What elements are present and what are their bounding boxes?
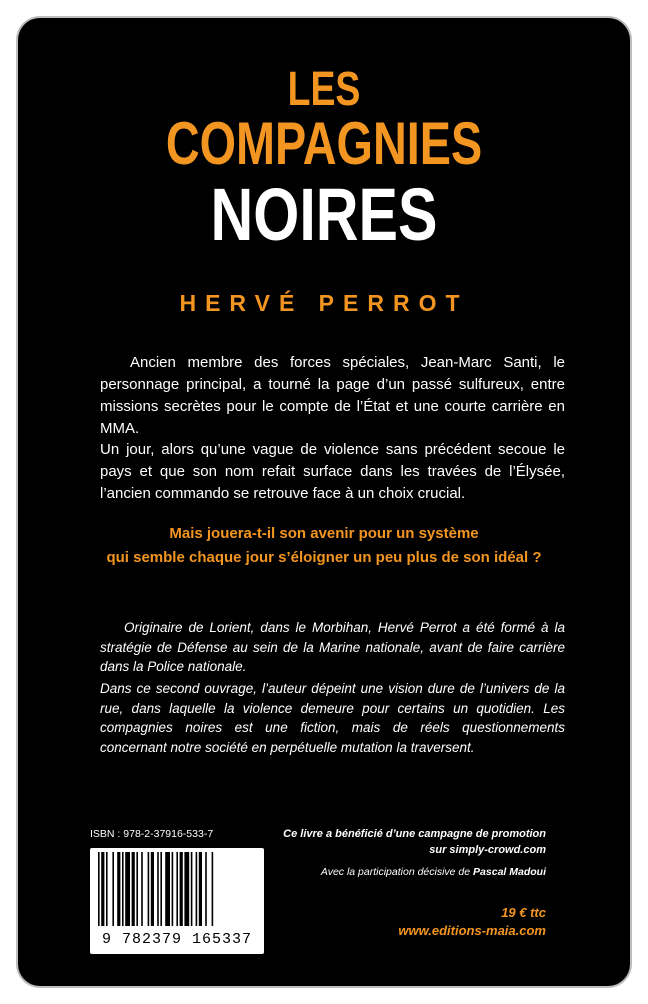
isbn-label: ISBN : 978-2-37916-533-7 (90, 828, 214, 840)
book-back-cover (18, 18, 630, 986)
price: 19 € ttc (501, 905, 546, 920)
participation-prefix: Avec la participation décisive de (320, 866, 471, 878)
participation-text (321, 866, 546, 878)
title-line-3: NOIRES (210, 173, 438, 256)
participation-name: Pascal Madoui (473, 866, 546, 878)
title-line-2: COMPAGNIES (165, 110, 483, 177)
hook-line-1: Mais jouera-t-il son avenir pour un système (169, 525, 479, 542)
barcode (90, 848, 264, 954)
bio-paragraph-1: Originaire de Lorient, dans le Morbihan, Hervé Perrot a été formé à la stratégie de Défense au sein de la Marine nationale, avant de faire carrière dans la Police nationale. (100, 620, 565, 674)
barcode-digits: 9 782379 165337 (101, 931, 253, 948)
hook-line-2: qui semble chaque jour s’éloigner un peu plus de son idéal ? (106, 549, 542, 566)
bio-paragraph-2: Dans ce second ouvrage, l’auteur dépeint une vision dure de l’univers de la rue, dans laquelle la violence demeure pour certains un quotidien. Les compagnies noires est une fiction, mais de réels questionnements concernant notre société en perpétuelle mutation la traversent. (100, 681, 565, 755)
promo-text (283, 826, 546, 858)
title-line-1: LES (287, 63, 361, 116)
publisher-website: www.editions-maia.com (398, 923, 546, 938)
blurb-hook (58, 522, 590, 570)
promo-line-1: Ce livre a bénéficié d’une campagne de promotion (283, 828, 546, 840)
author-name: HERVÉ PERROT (179, 290, 469, 316)
blurb-paragraph-2: Un jour, alors qu’une vague de violence sans précédent secoue le pays et que son nom refait surface dans les travées de l’Élysée, l’ancien commando se retrouve face à un choix crucial. (100, 441, 565, 502)
blurb-paragraph-1: Ancien membre des forces spéciales, Jean-Marc Santi, le personnage principal, a tourné la page d’un passé sulfureux, entre missions secrètes pour le compte de l’État et une courte carrière en MMA. (100, 354, 565, 437)
barcode-bars (98, 852, 256, 926)
promo-line-2: sur simply-crowd.com (429, 844, 546, 856)
